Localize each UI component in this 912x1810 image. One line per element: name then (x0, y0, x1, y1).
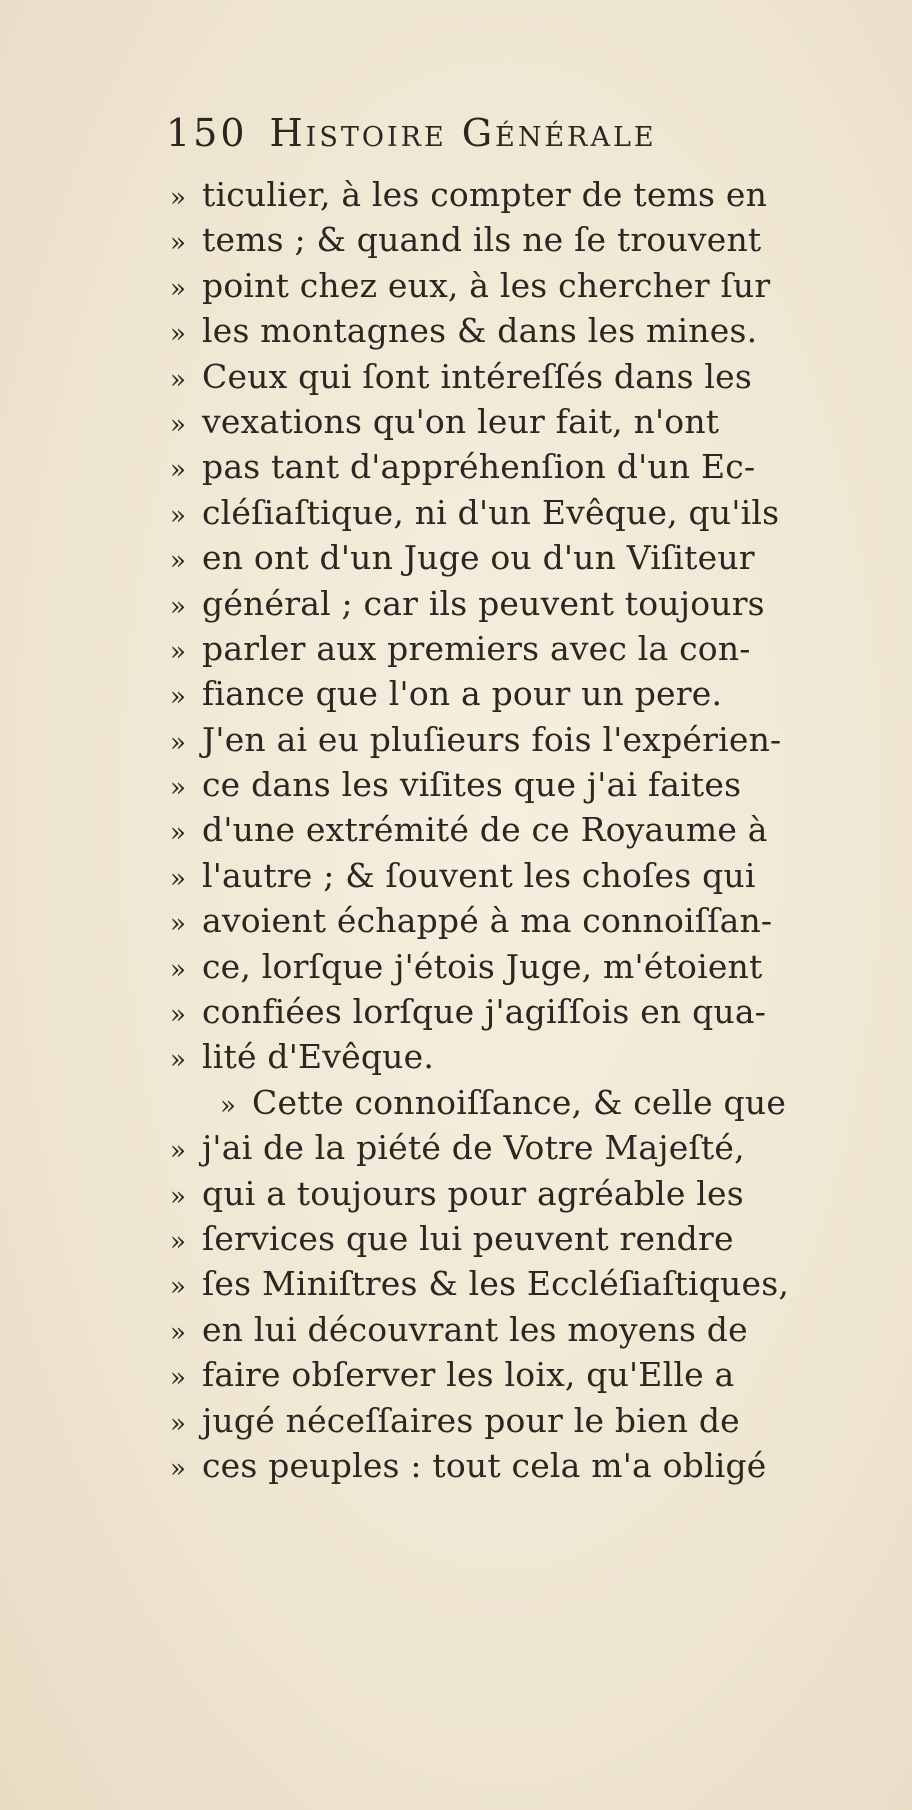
text-line (170, 581, 860, 626)
line-text: ce, lorſque j'étois Juge, m'étoient (202, 946, 763, 986)
line-text: lité d'Evêque. (202, 1037, 435, 1077)
line-text: les montagnes & dans les mines. (202, 311, 758, 351)
text-line (170, 671, 860, 716)
text-line (170, 1307, 860, 1352)
text-line (170, 535, 860, 580)
line-text: général ; car ils peuvent toujours (202, 583, 765, 623)
quote-mark: » (170, 500, 186, 531)
text-line (170, 399, 860, 444)
text-line (170, 444, 860, 489)
line-text: jugé néceſſaires pour le bien de (202, 1400, 740, 1440)
text-line (170, 354, 860, 399)
text-line (170, 1216, 860, 1261)
quote-mark: » (220, 1090, 236, 1121)
line-text: parler aux premiers avec la con- (202, 628, 751, 668)
quote-mark: » (170, 546, 186, 577)
line-text: ſervices que lui peuvent rendre (202, 1218, 734, 1258)
text-line (170, 807, 860, 852)
text-line (170, 1125, 860, 1170)
line-text: vexations qu'on leur fait, n'ont (202, 401, 720, 441)
line-text: pas tant d'appréhenſion d'un Ec- (202, 447, 756, 487)
line-text: en lui découvrant les moyens de (202, 1309, 748, 1349)
quote-mark: » (170, 818, 186, 849)
line-text: ſes Miniſtres & les Eccléſiaſtiques, (202, 1264, 790, 1304)
quote-mark: » (170, 1045, 186, 1076)
line-text: confiées lorſque j'agiſſois en qua- (202, 992, 767, 1032)
line-text: point chez eux, à les chercher ſur (202, 265, 771, 305)
quote-mark: » (170, 1000, 186, 1031)
text-line (170, 490, 860, 535)
line-text: J'en ai eu pluſieurs fois l'expérien- (202, 719, 782, 759)
quote-mark: » (170, 682, 186, 713)
quote-mark: » (170, 1226, 186, 1257)
page-number: 150 (166, 111, 248, 155)
line-text: d'une extrémité de ce Royaume à (202, 810, 768, 850)
quote-mark: » (170, 1272, 186, 1303)
text-line (170, 853, 860, 898)
text-line (170, 1261, 860, 1306)
quote-mark: » (170, 773, 186, 804)
line-text: avoient échappé à ma connoiſſan- (202, 901, 773, 941)
text-line (170, 1034, 860, 1079)
running-title: Histoire Générale (269, 111, 657, 155)
quote-mark: » (170, 455, 186, 486)
quote-mark: » (170, 409, 186, 440)
text-line (170, 1352, 860, 1397)
quote-mark: » (170, 228, 186, 259)
line-text: ces peuples : tout cela m'a obligé (202, 1445, 767, 1485)
quote-mark: » (170, 1408, 186, 1439)
quote-mark: » (170, 727, 186, 758)
quote-mark: » (170, 1181, 186, 1212)
text-line (170, 762, 860, 807)
text-line (170, 308, 860, 353)
text-line (170, 989, 860, 1034)
quote-mark: » (170, 183, 186, 213)
line-text: Ceux qui ſont intéreſſés dans les (202, 356, 753, 396)
quote-mark: » (170, 1317, 186, 1348)
quote-mark: » (170, 636, 186, 667)
text-line (170, 217, 860, 262)
line-text: tems ; & quand ils ne ſe trouvent (202, 220, 762, 260)
line-text: j'ai de la piété de Votre Majeſté, (202, 1128, 745, 1168)
text-line (170, 1398, 860, 1443)
quote-mark: » (170, 364, 186, 395)
quote-mark: » (170, 954, 186, 985)
line-text: cléſiaſtique, ni d'un Evêque, qu'ils (202, 492, 780, 532)
line-text: l'autre ; & ſouvent les choſes qui (202, 855, 756, 895)
quote-mark: » (170, 863, 186, 894)
text-line (170, 944, 860, 989)
line-text: en ont d'un Juge ou d'un Viſiteur (202, 538, 755, 578)
quote-mark: » (170, 909, 186, 940)
line-text: faire obſerver les loix, qu'Elle a (202, 1355, 735, 1395)
quote-mark: » (170, 319, 186, 350)
line-text: qui a toujours pour agréable les (202, 1173, 744, 1213)
running-header (166, 108, 806, 158)
line-text: ticulier, à les compter de tems en (202, 175, 768, 214)
line-text: fiance que l'on a pour un pere. (202, 674, 723, 714)
line-text: ce dans les viſites que j'ai faites (202, 765, 742, 805)
text-line (170, 1443, 860, 1488)
quote-mark: » (170, 273, 186, 304)
quote-mark: » (170, 1453, 186, 1484)
text-line (170, 172, 860, 217)
text-line (170, 898, 860, 943)
body-text (170, 172, 860, 1488)
line-text: Cette connoiſſance, & celle que (252, 1082, 787, 1122)
quote-mark: » (170, 591, 186, 622)
quote-mark: » (170, 1136, 186, 1167)
text-line (170, 1080, 860, 1125)
quote-mark: » (170, 1363, 186, 1394)
text-line (170, 263, 860, 308)
text-line (170, 1171, 860, 1216)
text-line (170, 717, 860, 762)
text-line (170, 626, 860, 671)
